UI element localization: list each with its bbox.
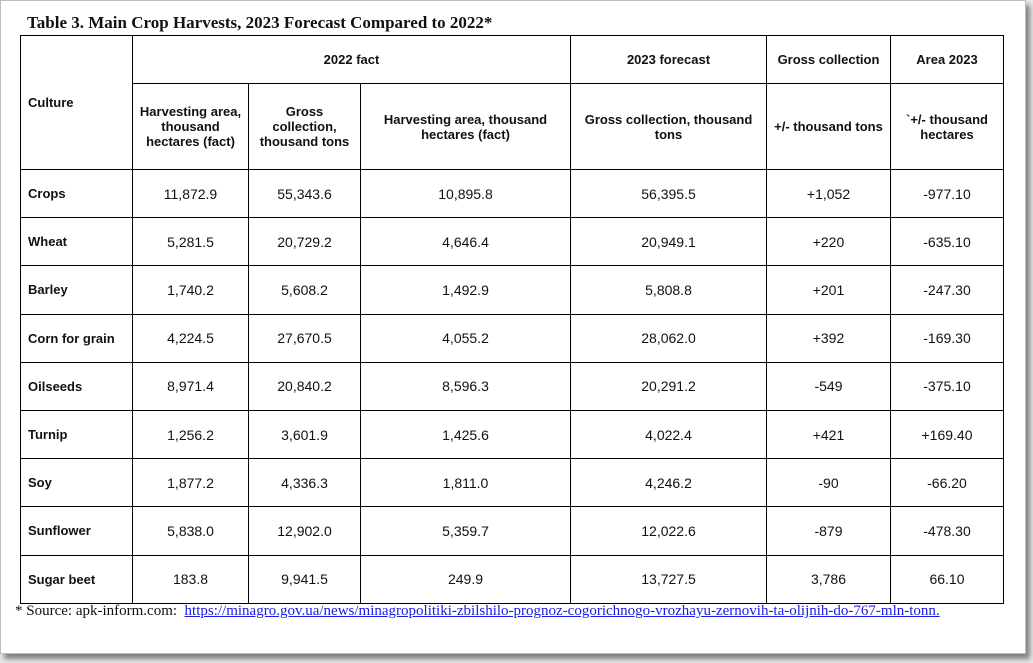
header-col-gross-2022: Gross collection, thousand tons: [249, 84, 361, 170]
cell-gross-2023: 56,395.5: [571, 170, 767, 218]
table-row: [21, 410, 1004, 458]
header-col-area-2023: Harvesting area, thousand hectares (fact): [361, 84, 571, 170]
cell-gross-2022: 5,608.2: [249, 266, 361, 314]
row-culture-name: Oilseeds: [21, 362, 133, 410]
header-culture: Culture: [21, 36, 133, 170]
header-group-gross: Gross collection: [767, 36, 891, 84]
table-row: [21, 170, 1004, 218]
cell-area-diff: 66.10: [891, 555, 1004, 603]
cell-area-diff: -169.30: [891, 314, 1004, 362]
cell-gross-diff: +220: [767, 218, 891, 266]
table-title: Table 3. Main Crop Harvests, 2023 Forecast Compared to 2022*: [27, 13, 493, 32]
cell-area-2022: 1,740.2: [133, 266, 249, 314]
cell-area-2022: 4,224.5: [133, 314, 249, 362]
cell-gross-2022: 12,902.0: [249, 507, 361, 555]
cell-area-2022: 11,872.9: [133, 170, 249, 218]
table-row: [21, 459, 1004, 507]
row-culture-name: Crops: [21, 170, 133, 218]
cell-gross-diff: +392: [767, 314, 891, 362]
cell-area-2022: 1,877.2: [133, 459, 249, 507]
row-culture-name: Corn for grain: [21, 314, 133, 362]
source-link[interactable]: https://minagro.gov.ua/news/minagropolitiki-zbilshilo-prognoz-cogorichnogo-vrozhayu-zernovih-ta-olijnih-do-767-mln-tonn.: [184, 603, 940, 619]
cell-area-diff: -635.10: [891, 218, 1004, 266]
table-row: [21, 507, 1004, 555]
cell-gross-2023: 12,022.6: [571, 507, 767, 555]
cell-area-diff: +169.40: [891, 410, 1004, 458]
cell-gross-2022: 55,343.6: [249, 170, 361, 218]
cell-gross-2023: 4,022.4: [571, 410, 767, 458]
header-group-2022: 2022 fact: [133, 36, 571, 84]
cell-area-2023: 4,055.2: [361, 314, 571, 362]
source-footnote: [15, 602, 1020, 620]
cell-gross-2023: 5,808.8: [571, 266, 767, 314]
footnote-prefix: * Source: apk-inform.com:: [15, 603, 178, 619]
cell-area-2022: 5,281.5: [133, 218, 249, 266]
row-culture-name: Barley: [21, 266, 133, 314]
cell-gross-2022: 20,729.2: [249, 218, 361, 266]
cell-area-diff: -247.30: [891, 266, 1004, 314]
cell-gross-2022: 4,336.3: [249, 459, 361, 507]
cell-gross-diff: 3,786: [767, 555, 891, 603]
table-row: [21, 266, 1004, 314]
cell-area-diff: -478.30: [891, 507, 1004, 555]
table-row: [21, 314, 1004, 362]
header-col-area-2022: Harvesting area, thousand hectares (fact): [133, 84, 249, 170]
cell-area-diff: -375.10: [891, 362, 1004, 410]
table-row: [21, 218, 1004, 266]
cell-gross-2022: 3,601.9: [249, 410, 361, 458]
cell-area-diff: -977.10: [891, 170, 1004, 218]
table-row: [21, 555, 1004, 603]
header-group-2023: 2023 forecast: [571, 36, 767, 84]
row-culture-name: Turnip: [21, 410, 133, 458]
cell-gross-diff: -90: [767, 459, 891, 507]
cell-area-diff: -66.20: [891, 459, 1004, 507]
cell-gross-2023: 20,949.1: [571, 218, 767, 266]
row-culture-name: Soy: [21, 459, 133, 507]
cell-gross-2023: 20,291.2: [571, 362, 767, 410]
header-col-gross-diff: +/- thousand tons: [767, 84, 891, 170]
cell-gross-2023: 28,062.0: [571, 314, 767, 362]
cell-area-2023: 8,596.3: [361, 362, 571, 410]
cell-gross-2022: 20,840.2: [249, 362, 361, 410]
row-culture-name: Sugar beet: [21, 555, 133, 603]
table-row: [21, 362, 1004, 410]
cell-gross-2023: 13,727.5: [571, 555, 767, 603]
cell-area-2023: 249.9: [361, 555, 571, 603]
cell-gross-diff: -549: [767, 362, 891, 410]
cell-gross-2023: 4,246.2: [571, 459, 767, 507]
cell-area-2023: 1,425.6: [361, 410, 571, 458]
table-body: [21, 170, 1004, 604]
cell-area-2022: 5,838.0: [133, 507, 249, 555]
cell-area-2023: 1,492.9: [361, 266, 571, 314]
header-col-gross-2023: Gross collection, thousand tons: [571, 84, 767, 170]
cell-area-2022: 1,256.2: [133, 410, 249, 458]
cell-gross-diff: +421: [767, 410, 891, 458]
header-group-area: Area 2023: [891, 36, 1004, 84]
cell-area-2023: 1,811.0: [361, 459, 571, 507]
cell-area-2023: 10,895.8: [361, 170, 571, 218]
cell-area-2022: 8,971.4: [133, 362, 249, 410]
cell-area-2023: 5,359.7: [361, 507, 571, 555]
cell-gross-2022: 9,941.5: [249, 555, 361, 603]
cell-area-2022: 183.8: [133, 555, 249, 603]
crop-harvest-table: [20, 35, 1004, 604]
cell-gross-diff: +1,052: [767, 170, 891, 218]
header-col-area-diff: `+/- thousand hectares: [891, 84, 1004, 170]
row-culture-name: Wheat: [21, 218, 133, 266]
row-culture-name: Sunflower: [21, 507, 133, 555]
cell-gross-2022: 27,670.5: [249, 314, 361, 362]
cell-gross-diff: +201: [767, 266, 891, 314]
cell-area-2023: 4,646.4: [361, 218, 571, 266]
cell-gross-diff: -879: [767, 507, 891, 555]
